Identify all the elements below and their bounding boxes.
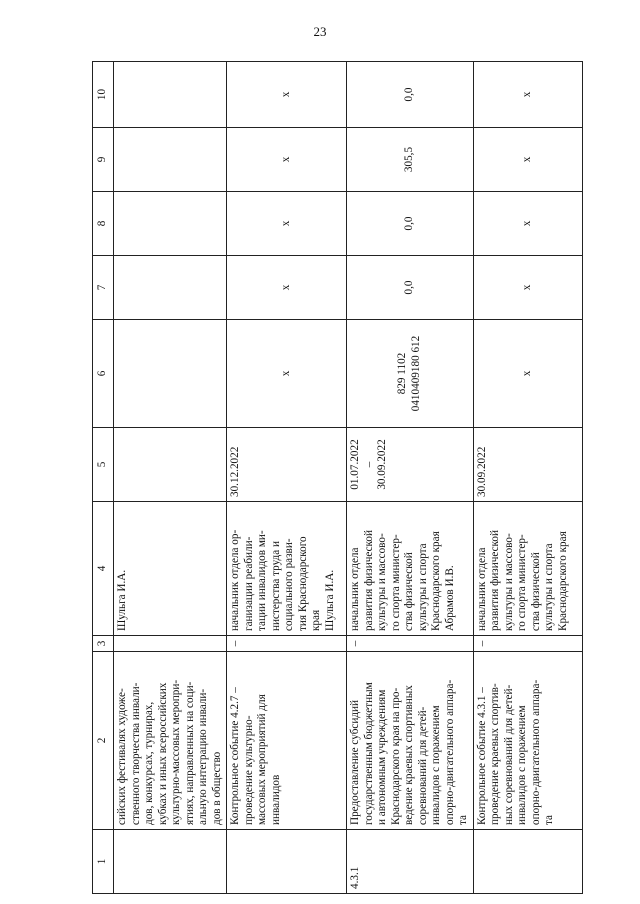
- table-row: [114, 62, 227, 894]
- event-description-cell: Контрольное событие 4.2.7 – проведение культурно- массовых мероприятий для инвалидов: [227, 652, 347, 830]
- value-cell-9: x: [227, 128, 347, 192]
- value-cell-7: [114, 256, 227, 320]
- value-cell-10: x: [227, 62, 347, 128]
- header-cell: 1: [93, 830, 114, 894]
- date-cell: 30.12.2022: [227, 428, 347, 502]
- column-3-cell: [114, 636, 227, 652]
- column-3-cell: –: [473, 636, 582, 652]
- table-row: [347, 62, 474, 894]
- header-cell: 4: [93, 502, 114, 636]
- value-cell-7: x: [227, 256, 347, 320]
- budget-code-cell: 829 1102 0410409180 612: [347, 320, 474, 428]
- column-3-cell: –: [347, 636, 474, 652]
- value-cell-8: x: [227, 192, 347, 256]
- event-description-cell: Контрольное событие 4.3.1 – проведение краевых спортив- ных соревнований для детей- инвалидов с поражением опорно-двигательного аппара- та: [473, 652, 582, 830]
- value-cell-8: [114, 192, 227, 256]
- rotated-table-wrapper: [92, 62, 569, 894]
- responsible-person-cell: начальник отдела ор- ганизации реабили- тации инвалидов ми- нистерства труда и социального разви- тия Краснодарского края Шульга И.А.: [227, 502, 347, 636]
- plan-table: [92, 61, 583, 894]
- value-cell-8: x: [473, 192, 582, 256]
- header-cell: 10: [93, 62, 114, 128]
- value-cell-9: 305,5: [347, 128, 474, 192]
- table-header-row: [93, 62, 114, 894]
- header-cell: 2: [93, 652, 114, 830]
- value-cell-10: x: [473, 62, 582, 128]
- budget-code-cell: [114, 320, 227, 428]
- header-cell: 6: [93, 320, 114, 428]
- rotated-table-container: [92, 62, 569, 894]
- responsible-person-cell: начальник отдела развития физической культуры и массово- го спорта министер- ства физической культуры и спорта Краснодарского края: [473, 502, 582, 636]
- table-row: [473, 62, 582, 894]
- responsible-person-cell: Шульга И.А.: [114, 502, 227, 636]
- value-cell-8: 0,0: [347, 192, 474, 256]
- budget-code-cell: x: [227, 320, 347, 428]
- budget-code-cell: x: [473, 320, 582, 428]
- table-row: [227, 62, 347, 894]
- row-number-cell: [114, 830, 227, 894]
- date-cell: [114, 428, 227, 502]
- date-cell: 30.09.2022: [473, 428, 582, 502]
- value-cell-10: 0,0: [347, 62, 474, 128]
- row-number-cell: 4.3.1: [347, 830, 474, 894]
- row-number-cell: [473, 830, 582, 894]
- value-cell-7: 0,0: [347, 256, 474, 320]
- responsible-person-cell: начальник отдела развития физической культуры и массово- го спорта министер- ства физической культуры и спорта Краснодарского края Абрамов И.В.: [347, 502, 474, 636]
- value-cell-10: [114, 62, 227, 128]
- row-number-cell: [227, 830, 347, 894]
- event-description-cell: Предоставление субсидий государственным бюджетным и автономным учреждениям Краснодарского края на про- ведение краевых спортивных соревнований для детей- инвалидов с поражением опорно-двигательного аппара- та: [347, 652, 474, 830]
- column-3-cell: –: [227, 636, 347, 652]
- value-cell-9: x: [473, 128, 582, 192]
- date-cell: 01.07.2022 – 30.09.2022: [347, 428, 474, 502]
- event-description-cell: сийских фестивалях художе- ственного творчества инвали- дов, конкурсах, турнирах, кубках и иных всероссийских культурно-массовых меропри- ятиях, направленных на соци- альную интеграцию инвали- дов в общество: [114, 652, 227, 830]
- page-number: 23: [313, 24, 327, 39]
- value-cell-7: x: [473, 256, 582, 320]
- header-cell: 8: [93, 192, 114, 256]
- header-cell: 7: [93, 256, 114, 320]
- header-cell: 3: [93, 636, 114, 652]
- header-cell: 5: [93, 428, 114, 502]
- header-cell: 9: [93, 128, 114, 192]
- value-cell-9: [114, 128, 227, 192]
